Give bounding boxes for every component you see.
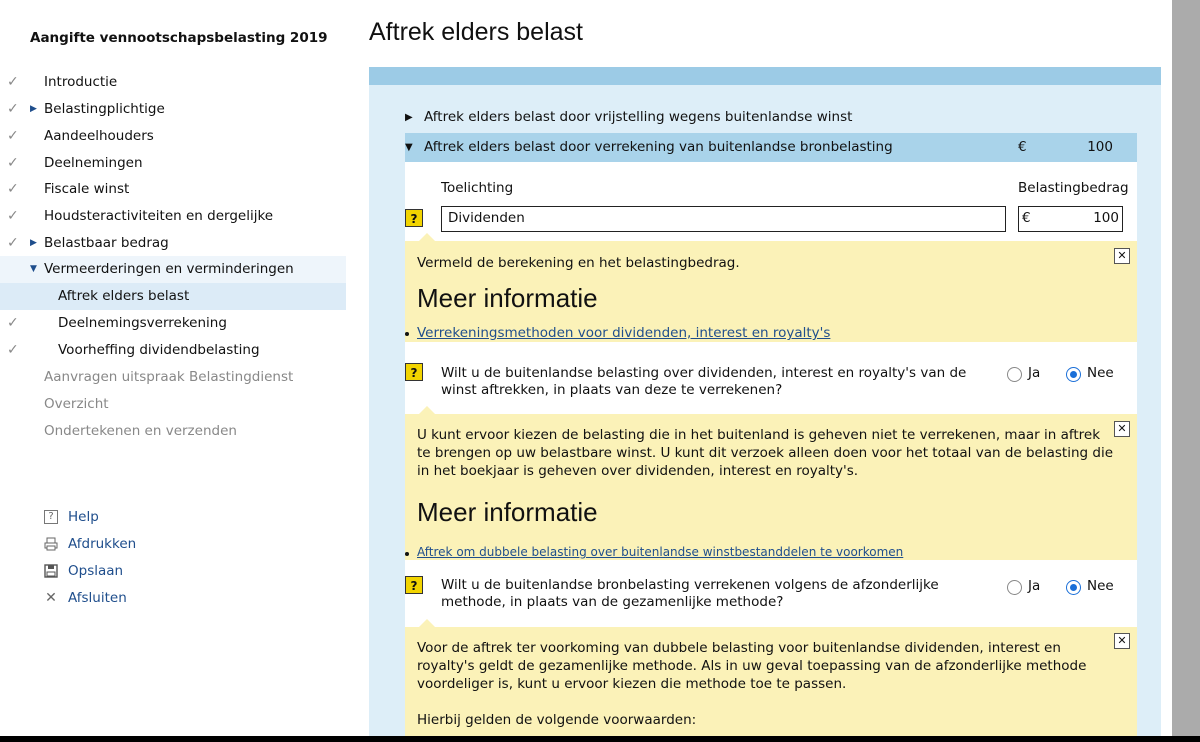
nav-item-houdsteractiviteiten[interactable]: [0, 203, 346, 230]
help-text-line: Hierbij gelden de volgende voorwaarden:: [417, 712, 697, 728]
question-text-line: winst aftrekken, in plaats van deze te verrekenen?: [441, 382, 783, 398]
radio-ja[interactable]: [1007, 580, 1022, 595]
help-text-line: te brengen op uw belastbare winst. U kunt dit verzoek alleen doen voor het totaal van de belasting die: [417, 445, 1114, 461]
bedrag-currency: €: [1022, 210, 1031, 226]
info-link[interactable]: Aftrek om dubbele belasting over buitenlandse winstbestanddelen te voorkomen: [417, 545, 904, 559]
help-text-line: Voor de aftrek ter voorkoming van dubbele belasting voor buitenlandse dividenden, interest en: [417, 640, 1061, 656]
nav-item-label: Aandeelhouders: [44, 128, 154, 144]
info-link[interactable]: Verrekeningsmethoden voor dividenden, interest en royalty's: [417, 325, 831, 341]
question-text-line: methode, in plaats van de gezamenlijke methode?: [441, 594, 784, 610]
help-text-line: royalty's geldt de gezamenlijke methode. Als in uw geval toepassing van de afzonderlijke methode: [417, 658, 1087, 674]
more-info-heading: Meer informatie: [417, 497, 598, 527]
close-help-button[interactable]: ✕: [1114, 633, 1130, 649]
belastingbedrag-input[interactable]: [1018, 206, 1123, 232]
nav-item-overzicht: [0, 391, 346, 418]
more-info-heading: Meer informatie: [417, 283, 598, 313]
help-panel-pointer: [419, 619, 435, 627]
scrollbar[interactable]: [1172, 0, 1200, 742]
check-icon: ✓: [7, 128, 19, 144]
nav-item-label: Voorheffing dividendbelasting: [58, 342, 260, 358]
app-title: Aangifte vennootschapsbelasting 2019: [30, 30, 328, 46]
section-currency: €: [1018, 139, 1027, 155]
nav-item-belastbaar-bedrag[interactable]: [0, 230, 346, 257]
toelichting-value: Dividenden: [448, 210, 525, 226]
nav-item-label: Deelnemingsverrekening: [58, 315, 227, 331]
nav-item-label: Aftrek elders belast: [58, 288, 190, 304]
nav-item-label: Fiscale winst: [44, 181, 130, 197]
help-text: Vermeld de berekening en het belastingbedrag.: [417, 255, 740, 271]
header-band: [369, 67, 1161, 85]
nav-item-deelnemingen[interactable]: [0, 150, 346, 177]
nav-item-label: Vermeerderingen en verminderingen: [44, 261, 294, 277]
question-text-line: Wilt u de buitenlandse bronbelasting verrekenen volgens de afzonderlijke: [441, 577, 939, 593]
radio-ja[interactable]: [1007, 367, 1022, 382]
nav-item-label: Ondertekenen en verzenden: [44, 423, 237, 439]
radio-ja-label: Ja: [1028, 578, 1041, 594]
question-text-line: Wilt u de buitenlandse belasting over dividenden, interest en royalty's van de: [441, 365, 967, 381]
bedrag-value: 100: [1093, 210, 1119, 226]
section-title: Aftrek elders belast door verrekening van buitenlandse bronbelasting: [424, 139, 893, 155]
page-edge: [1162, 0, 1172, 742]
close-link[interactable]: Afsluiten: [68, 590, 127, 606]
save-icon: [44, 564, 58, 578]
bullet: [405, 332, 409, 336]
toelichting-input[interactable]: [441, 206, 1006, 232]
nav-item-aandeelhouders[interactable]: [0, 123, 346, 150]
help-icon: ?: [44, 510, 58, 524]
check-icon: ✓: [7, 315, 19, 331]
help-link[interactable]: Help: [68, 509, 99, 525]
help-panel-pointer: [419, 233, 435, 241]
nav-item-label: Introductie: [44, 74, 118, 90]
help-question-icon[interactable]: ?: [405, 209, 423, 227]
nav-item-aanvragen-uitspraak: [0, 364, 346, 391]
nav-item-ondertekenen: [0, 418, 346, 445]
help-text-line: voordeliger is, kunt u ervoor kiezen die methode toe te passen.: [417, 676, 847, 692]
nav-item-voorheffing-dividendbelasting[interactable]: [0, 337, 346, 364]
help-question-icon[interactable]: ?: [405, 363, 423, 381]
check-icon: ✓: [7, 74, 19, 90]
check-icon: ✓: [7, 208, 19, 224]
expand-arrow-icon[interactable]: ▶: [30, 104, 37, 114]
radio-nee[interactable]: [1066, 580, 1081, 595]
column-header-bedrag: Belastingbedrag: [1018, 180, 1129, 196]
nav-item-introductie[interactable]: [0, 69, 346, 96]
check-icon: ✓: [7, 101, 19, 117]
help-text-line: in het boekjaar is geheven over dividenden, interest en royalty's.: [417, 463, 859, 479]
check-icon: ✓: [7, 155, 19, 171]
nav-item-aftrek-elders-belast[interactable]: [0, 283, 346, 310]
bullet: [405, 552, 409, 556]
save-link[interactable]: Opslaan: [68, 563, 124, 579]
print-link[interactable]: Afdrukken: [68, 536, 137, 552]
nav-item-label: Deelnemingen: [44, 155, 143, 171]
radio-nee-label: Nee: [1087, 578, 1114, 594]
radio-ja-label: Ja: [1028, 365, 1041, 381]
close-help-button[interactable]: ✕: [1114, 248, 1130, 264]
nav-item-label: Belastbaar bedrag: [44, 235, 169, 251]
collapse-arrow-icon: ▼: [405, 142, 413, 153]
section-verrekening[interactable]: [405, 133, 1137, 162]
nav-item-belastingplichtige[interactable]: [0, 96, 346, 123]
radio-nee[interactable]: [1066, 367, 1081, 382]
nav-item-label: Houdsteractiviteiten en dergelijke: [44, 208, 274, 224]
nav-item-label: Belastingplichtige: [44, 101, 165, 117]
section-title: Aftrek elders belast door vrijstelling wegens buitenlandse winst: [424, 109, 853, 125]
bottom-border: [0, 736, 1200, 742]
expand-arrow-icon: ▶: [405, 112, 413, 123]
expand-arrow-icon[interactable]: ▶: [30, 238, 37, 248]
check-icon: ✓: [7, 342, 19, 358]
nav-item-fiscale-winst[interactable]: [0, 176, 346, 203]
section-amount: 100: [1087, 139, 1113, 155]
radio-nee-label: Nee: [1087, 365, 1114, 381]
nav-item-vermeerderingen[interactable]: [0, 256, 346, 283]
column-header-toelichting: Toelichting: [441, 180, 514, 196]
print-icon: [44, 537, 58, 551]
check-icon: ✓: [7, 235, 19, 251]
close-help-button[interactable]: ✕: [1114, 421, 1130, 437]
nav-item-label: Aanvragen uitspraak Belastingdienst: [44, 369, 294, 385]
page-title: Aftrek elders belast: [369, 18, 583, 46]
check-icon: ✓: [7, 181, 19, 197]
help-text-line: U kunt ervoor kiezen de belasting die in het buitenland is geheven niet te verrekenen, maar in aftrek: [417, 427, 1101, 443]
collapse-arrow-icon[interactable]: ▼: [30, 264, 37, 274]
section-vrijstelling[interactable]: [405, 103, 1137, 132]
nav-item-label: Overzicht: [44, 396, 109, 412]
nav-item-deelnemingsverrekening[interactable]: [0, 310, 346, 337]
help-panel-pointer: [419, 406, 435, 414]
help-question-icon[interactable]: ?: [405, 576, 423, 594]
close-icon: ✕: [45, 590, 57, 606]
